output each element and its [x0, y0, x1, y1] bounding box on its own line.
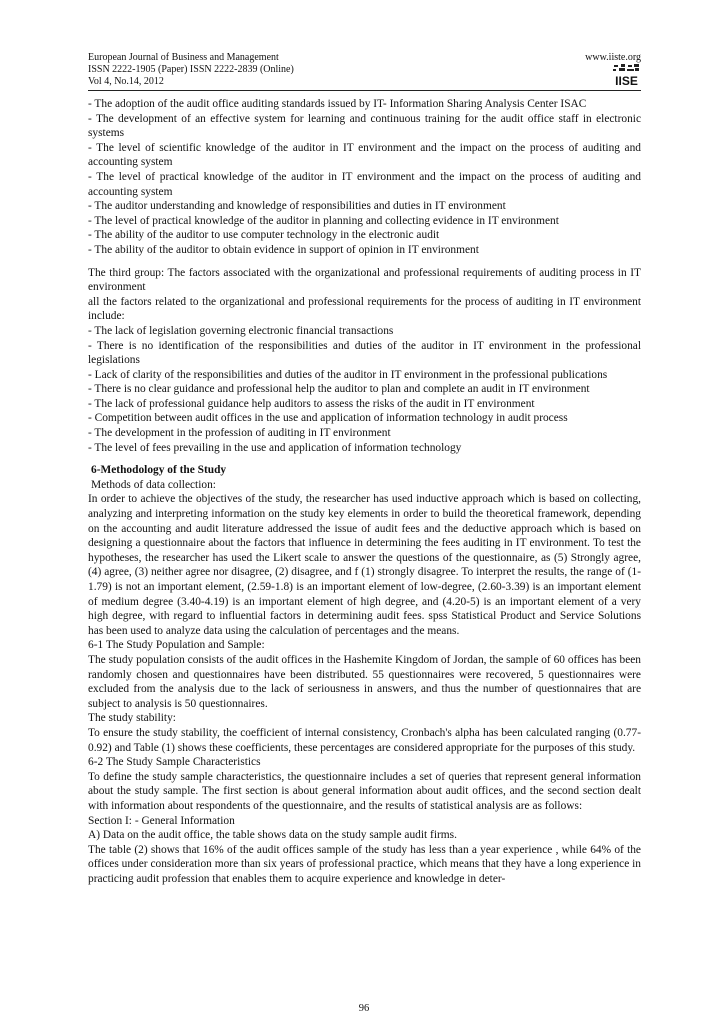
- list-item: - The auditor understanding and knowledge of responsibilities and duties in IT environment: [88, 200, 506, 213]
- section-heading: 6-Methodology of the Study: [91, 464, 227, 477]
- paragraph: all the factors related to the organizational and professional requirements for the process of auditing in IT environment include:: [88, 295, 641, 323]
- list-item: - The level of practical knowledge of the auditor in planning and collecting evidence in IT environment: [88, 214, 559, 227]
- paragraph: The study population consists of the audit offices in the Hashemite Kingdom of Jordan, the sample of 60 offices has been randomly chosen and questionnaires have been distributed. 55 questionnaires were recovered, 5 questionnaires were excluded from the analysis due to the lack of seriousness in answers, and thus the number of questionnaires that are subject to analysis is 50 questionnaires.: [88, 653, 641, 710]
- list-item: - The level of scientific knowledge of the auditor in IT environment and the impact on the process of auditing and accounting system: [88, 141, 641, 169]
- list-item: - The lack of legislation governing electronic financial transactions: [88, 324, 394, 337]
- paragraph: A) Data on the audit office, the table shows data on the study sample audit firms.: [88, 829, 457, 842]
- paragraph: In order to achieve the objectives of the study, the researcher has used inductive approach which is based on collecting, analyzing and interpreting information on the study key elements in order to build the theoretical framework, depending on the accounting and audit literature addressed the issue of audit fees and the deductive approach which is based on designing a questionnaire about the factors that influence in determining the fees auditing in IT environment. To test the hypotheses, the researcher has used the Likert scale to answer the questions of the questionnaire, as (5) Strongly agree, (4) agree, (3) neither agree nor disagree, (2) disagree, and f (1) strongly disagree. To interpret the results, the range of (1-1.79) is not an important element, (2.59-1.8) is an important element of low-degree, (2.60-3.39) is an important element of medium degree (3.40-4.19) is an important element of high degree, and (4.20-5) is an important element of a very high degree, with regard to influential factors in determining audit fees. spss Statistical Product and Service Solutions has been used to analyze data using the calculation of percentages and the means.: [88, 493, 641, 637]
- list-item: - Competition between audit offices in the use and application of information technology in audit process: [88, 412, 568, 425]
- list-item: - Lack of clarity of the responsibilities and duties of the auditor in IT environment in the professional publications: [88, 368, 608, 381]
- list-item: - The adoption of the audit office auditing standards issued by IT- Information Sharing Analysis Center ISAC: [88, 98, 587, 110]
- iiste-logo: [612, 64, 641, 88]
- paragraph: The table (2) shows that 16% of the audit offices sample of the study has less than a year experience , while 64% of the offices under consideration more than six years of professional practice, which means that they have a long experience in practicing audit profession that enables them to acquire experience and knowledge in deter-: [88, 843, 641, 885]
- subheading: Section I: - General Information: [88, 814, 235, 827]
- list-item: - The development in the profession of auditing in IT environment: [88, 427, 391, 440]
- header-rule: [88, 90, 641, 91]
- article-body: [88, 97, 641, 886]
- subheading: The study stability:: [88, 712, 176, 725]
- list-item: - The ability of the auditor to use computer technology in the electronic audit: [88, 229, 440, 242]
- svg-text:IISE: IISE: [615, 74, 638, 88]
- paragraph: To define the study sample characteristics, the questionnaire includes a set of queries that represent general information about the study sample. The first section is about general information about audit offices, and the second section dealt with information about respondents of the questionnaire, and the results of statistical analysis are as follows:: [88, 770, 641, 812]
- volume-line: Vol 4, No.14, 2012: [88, 76, 164, 87]
- issn-line: ISSN 2222-1905 (Paper) ISSN 2222-2839 (Online): [88, 64, 294, 75]
- journal-url: www.iiste.org: [585, 52, 641, 63]
- paragraph: To ensure the study stability, the coefficient of internal consistency, Cronbach's alpha has been calculated ranging (0.77-0.92) and Table (1) shows these coefficients, these percentages are considered appropriate for the purposes of this study.: [88, 726, 641, 754]
- page-number: 96: [358, 1003, 370, 1014]
- list-item: - There is no clear guidance and professional help the auditor to plan and complete an audit in IT environment: [88, 383, 590, 396]
- list-item: - There is no identification of the responsibilities and duties of the auditor in IT environment in the professional legislations: [88, 339, 641, 367]
- list-item: - The level of practical knowledge of the auditor in IT environment and the impact on the process of auditing and accounting system: [88, 170, 641, 198]
- subheading: 6-1 The Study Population and Sample:: [88, 639, 265, 652]
- list-item: - The development of an effective system for learning and continuous training for the audit office staff in electronic systems: [88, 112, 641, 140]
- subheading: Methods of data collection:: [91, 478, 216, 491]
- subheading: 6-2 The Study Sample Characteristics: [88, 756, 261, 769]
- group-heading: The third group: The factors associated with the organizational and professional requirements of auditing process in IT environment: [88, 266, 641, 294]
- running-header: [88, 52, 641, 88]
- list-item: - The lack of professional guidance help auditors to assess the risks of the audit in IT environment: [88, 397, 535, 410]
- list-item: - The level of fees prevailing in the use and application of information technology: [88, 441, 462, 454]
- journal-title: European Journal of Business and Management: [88, 52, 279, 63]
- list-item: - The ability of the auditor to obtain evidence in support of opinion in IT environment: [88, 243, 479, 256]
